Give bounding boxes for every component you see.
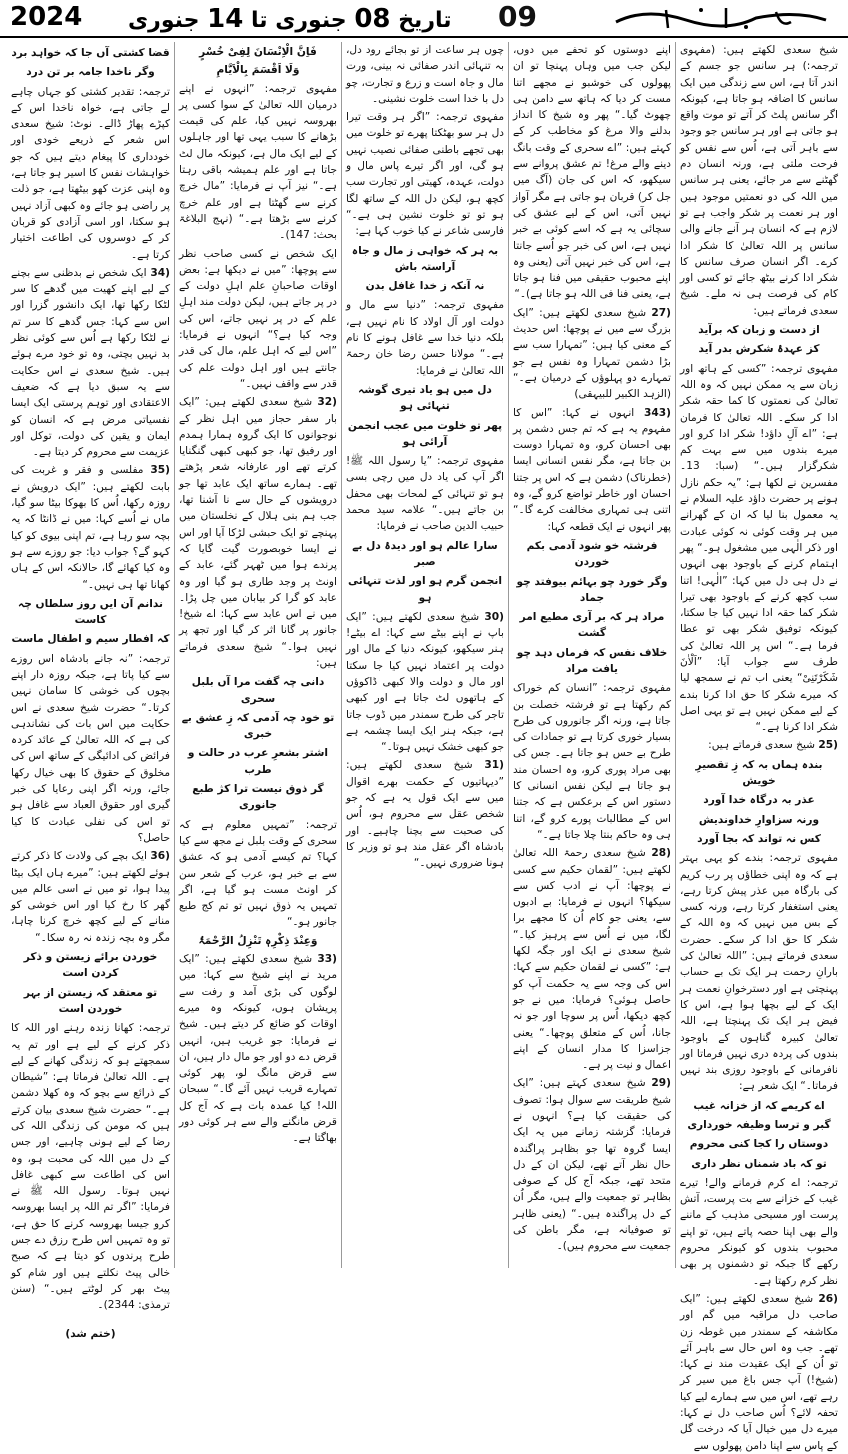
page-header bbox=[0, 0, 848, 38]
couplet-line: تو معتقد کہ زیستن از بہر خوردن است bbox=[23, 986, 158, 1015]
numbered-item bbox=[346, 609, 504, 756]
end-mark: (ختم شد) bbox=[65, 1327, 116, 1340]
paragraph: مفہوی ترجمہ: ”انہوں نے اپنے درمیان اللہ تعالیٰ کے سوا کسی پر بھروسہ نہیں کیا، علم کی قیمت بڑھانے کا سبب یہی تھا اور جاہلوں کے لیے ایک مال ہے، کیونکہ مال لٹ جاتا ہے اور علم ہمیشہ باقی رہتا ہے۔“ نیز آپ نے فرمایا: ”مال خرچ کرنے سے گھٹتا ہے اور علم خرچ کرنے سے بڑھتا ہے۔“ (نہج البلاغۃ بحث: 147)۔ bbox=[179, 82, 337, 242]
numbered-item bbox=[513, 405, 671, 535]
column-4 bbox=[174, 42, 341, 1268]
paragraph: مفہوی ترجمہ: بندے کو یہی بہتر ہے کہ وہ اپنی خطاؤں پر رب کریم کی بارگاہ میں عذر پیش کرتا رہے، یعنی استغفار کرتا رہے، ورنہ کسی کے بس میں نہیں کہ وہ اللہ کے شکر کا حق ادا کر سکے۔ حضرت سعدی فرماتے ہیں: ”اللہ تعالیٰ کی بارانِ رحمت ہر ایک تک بے حساب پہنچتی ہے اور دسترخوانِ نعمت ہر ایک کے لیے بچھا ہوا ہے، اس کا فیض ہر ایک تک پہنچتا ہے، اللہ تعالیٰ کبیرہ گناہوں کے باوجود بندوں کی پردہ دری نہیں فرماتا اور نافرمانی کے باوجود روزی بند نہیں فرماتا۔“ ایک شعر ہے: bbox=[680, 852, 838, 1093]
couplet-line: پھر تو خلوت میں عجب انجمن آرائی ہو bbox=[347, 419, 503, 448]
couplet-line: اے کریمے کہ از خزانہ غیب bbox=[693, 1099, 825, 1112]
to-day: 14 bbox=[207, 4, 244, 34]
item-text: شیخ سعدی لکھتے ہیں: ”ایک صاحب دل مراقبہ میں گم اور مکاشفہ کے سمندر میں غوطہ زن تھے۔ جب وہ اس حال سے باہر آئے تو اُن کے ایک عقیدت مند نے کہا: (شیخ!) آپ جس باغ میں سیر کر رہے تھے، اس میں سے ہمارے لیے کیا تحفہ لائے؟ اُس صاحب دل نے کہا: میرے دل میں خیال آیا کہ درخت گل کے پاس سے اپنا دامن پھولوں سے bbox=[680, 1292, 838, 1452]
item-text: انہوں نے کہا: ”اس کا مفہوم یہ ہے کہ تم جس دشمن پر بھی احسان کرو، وہ تمہارا دوست بن جاتا ہے، مگر نفس انسانی ایسا (خطرناک) دشمن ہے کہ اس پر جتنا احسان اور خاطر تواضع کرو گے، وہ اتنی ہی تمہاری مخالفت کرے گا۔“ پھر انہوں نے ایک قطعہ کہا: bbox=[513, 406, 671, 533]
column-5 bbox=[7, 42, 174, 1340]
numbered-item bbox=[513, 1075, 671, 1254]
couplet-line: کز عہدۂ شکرش بدر آید bbox=[698, 343, 820, 356]
item-number: (28 bbox=[651, 847, 671, 860]
paragraph: ایک شخص نے کسی صاحب نظر سے پوچھا: ”میں نے دیکھا ہے: بعض اوقات صاحبانِ علم اہلِ دولت کے در پر جاتے ہیں، لیکن دولت مند اہلِ علم کے در پر نہیں جاتے، اس کی وجہ کیا ہے؟“ انہوں نے فرمایا: ”اس لیے کہ اہل علم، مال کی قدر جانتے ہیں اور اہل دولت علم کی قدر سے واقف نہیں۔“ bbox=[179, 247, 337, 390]
numbered-item bbox=[179, 951, 337, 1147]
couplet-line: اشتر بشعرِ عرب در حالت و طرب bbox=[187, 747, 329, 776]
paragraph: ترجمہ: تقدیر کشتی کو جہاں چاہے لے جاتی ہے، خواہ ناخدا اس کے کپڑے پھاڑ ڈالے۔ نوٹ: شیخ سعدی اس شعر کے ذریعے خودی اور خودداری کا پیغام دیتے ہیں کہ جو خواہشات نفس کا اسیر ہو جاتا ہے، وہ اپنی عزت کھو بیٹھتا ہے، جو ذلت پر راضی ہو جائے وہ کبھی آزاد نہیں ہو سکتا، اور اسی آزادی کو قربان کر کے دوسروں کی اطاعت اختیار کرتا ہے۔ bbox=[11, 85, 170, 261]
couplet-line: مراد ہر کہ بر آری مطیع امر گشت bbox=[519, 611, 665, 640]
couplet-line: تو خود چہ آدمی کہ زِ عشق بے خبری bbox=[181, 711, 335, 741]
couplet-line: خلاف نفس کہ فرماں دہد چو یافت مراد bbox=[516, 646, 668, 675]
paragraph: چوں ہر ساعت از تو بجائے رود دل، بہ تنہائی اندر صفائی نہ بینی، ورت مال و جاہ است و زرع و تجارت، چو دل با خدا است خلوت نشینی۔ bbox=[346, 44, 504, 105]
paragraph: ترجمہ: کھانا زندہ رہنے اور اللہ کا ذکر کرنے کے لیے ہے اور تم یہ سمجھتے ہو کہ زندگی کھانے کے لیے ہے۔ اللہ تعالیٰ فرماتا ہے: ”شیطان کے ذرائع سے بچو کہ وہ کھلا دشمن ہے۔“ حضرت شیخ سعدی بیان کرتے ہیں کہ مومن کی زندگی اللہ کی رضا کے لیے ہونی چاہیے، اور جس کے دل میں اللہ کی محبت ہو، وہ اس کی اطاعت سے کبھی غافل نہیں ہوتا۔ رسول اللہ ﷺ نے فرمایا: ”اگر تم اللہ پر ایسا بھروسہ کرو جیسا بھروسہ کرنے کا حق ہے، تو وہ تمہیں اس طرح رزق دے جس طرح پرندوں کو دیتا ہے کہ صبح خالی پیٹ نکلتے ہیں اور شام کو پیٹ بھر کر لوٹتے ہیں۔“ (سنن ترمذی: 2344)۔ bbox=[11, 1022, 170, 1312]
numbered-item bbox=[11, 265, 170, 461]
item-text: شیخ سعدی لکھتے ہیں: ”ایک باپ نے اپنے بیٹے سے کہا: اے بیٹے! ہنر سیکھو، کیونکہ دنیا کے مال اور دولت پر اعتماد نہیں کیا جا سکتا اور مال و دولت والا کبھی ڈاکوؤں کے ہاتھوں لٹ جاتا ہے اور کبھی تاجر کی طرح سمندر میں ڈوب جاتا ہے، جبکہ ہنر ایک ایسا چشمہ ہے جو کبھی خشک نہیں ہوتا۔“ bbox=[346, 610, 504, 754]
from-day: 08 bbox=[354, 4, 391, 34]
item-text: شیخ سعدی لکھتے ہیں: ”ایک مرید نے اپنے شیخ سے کہا: میں لوگوں کی بڑی آمد و رفت سے پریشان ہوں، کیونکہ وہ میرے اوقات کو ضائع کر دیتے ہیں۔ شیخ نے فرمایا: جو غریب ہیں، انہیں قرض دے دو اور جو مال دار ہیں، ان سے قرض مانگ لو، پھر کوئی تمہارے قریب نہیں آئے گا۔“ سبحان اللہ! کیا عمدہ بات ہے کہ آج کل قرض مانگنے والے سے ہر کوئی دور بھاگتا ہے۔ bbox=[179, 953, 337, 1145]
column-1 bbox=[675, 42, 842, 1452]
numbered-item bbox=[680, 1291, 838, 1454]
item-text: مفلسی و فقر و غربت کی بابت لکھتے ہیں: ”ایک درویش نے روزہ رکھا، اُس کا بھوکا بیٹا سو گیا، ماں نے اُسے کہا: میں نے ڈانٹا کہ یہ بچہ سو رہا ہے، تم اپنی بیوی کو کیا کہو گے؟ جواب دیا: جو روزے سے ہو وہ کیا کھائے گا، حالانکہ اس کے ہاں کھانا تھا ہی نہیں۔“ bbox=[11, 464, 170, 591]
couplet-line: از دست و زبان کہ برآید bbox=[698, 324, 820, 337]
numbered-item bbox=[680, 737, 838, 753]
numbered-item bbox=[179, 394, 337, 671]
paragraph: اپنے دوستوں کو تحفے میں دوں، لیکن جب میں وہاں پہنچا تو ان پھولوں کی خوشبو نے مجھے اتنا مست کر دیا کہ ہاتھ سے دامن ہی چھوٹ گیا۔“ پھر وہ شیخ کا انداز بدلنے والا مرغ کو مخاطب کر کے کہتے ہیں: ”اے سحری کے وقت بانگ دینے والے مرغ! تم عشق پروانے سے سیکھو، کہ اس کی جان (آگ میں جل کر) قربان ہو جاتی ہے مگر آواز نہیں آتی، اس کے لیے عشق کی سچائی یہ ہے کہ اسے کوئی بے خبر نہیں ہے، اس کی خبر جو اُسے جانتا ہے، اس کی خبر نہیں آتی (یعنی وہ اپنے محبوب حقیقی میں فنا ہو جاتا ہے، یعنی فنا فی اللہ ہو جاتا ہے)۔“ bbox=[513, 44, 671, 301]
quran-verse: وَلَا اَقْسَمَ بِالْاَیَّامِ bbox=[216, 64, 300, 77]
paragraph: مفہوی ترجمہ: ”یا رسول اللہ ﷺ! اگر آپ کی یاد دل میں رچی بسی ہو تو تنہائی کے لمحات بھی محفل بن جاتے ہیں۔“ علامہ سید محمد حبیب الدین صاحب نے فرمایا: bbox=[346, 455, 504, 533]
item-number: (27 bbox=[651, 306, 671, 319]
column-2 bbox=[508, 42, 675, 1268]
item-text: شیخ سعدی رحمۃ اللہ تعالیٰ لکھتے ہیں: ”لقمان حکیم سے کسی نے پوچھا: آپ نے ادب کس سے سیکھا؟ انہوں نے فرمایا: بے ادبوں سے، یعنی جو کام اُن کا مجھے برا لگا، میں نے اُس سے پرہیز کیا۔“ شیخ سعدی نے ایک اور جگہ لکھا ہے: ”کسی نے لقمان حکیم سے کہا: اس کی وجہ سے یہ حکمت آپ کو حاصل ہوئی؟ فرمایا: میں نے جو کچھ دیکھا، اُس پر سوچا اور جو نہ جانا، اُس کے متعلق پوچھا۔“ یعنی جزاسزا کا مدار انسان کے اپنے اعمال و نیت پر ہے۔ bbox=[513, 847, 671, 1072]
to-word: تا bbox=[251, 8, 268, 33]
paragraph: شیخ سعدی لکھتے ہیں: (مفہوی ترجمہ:) ہر سانس جو جسم کے اندر آتا ہے، اس سے زندگی میں ایک سانس کا اضافہ ہو جاتا ہے، کیونکہ اگر سانس پلٹ کر آتے تو موت واقع ہو جاتی ہے اور ہر سانس جو وجود سے باہر آتی ہے، اُس سے نفس کو فرحت ملتی ہے، ورنہ انسان دم گھٹنے سے مر جائے، یعنی ہر سانس میں اللہ کی دو نعمتیں موجود ہیں اور ہر نعمت پر شکر واجب ہے تو لازم ہے کہ انسان ہر آنے جانے والی سانس پر اللہ تعالیٰ کا شکر ادا کرے۔ اگر انسان صرف سانس کا شکر ادا کرنے بیٹھ جائے تو کسی اور کام کی فرصت ہی نہ ملے۔ شیخ سعدی فرماتے ہیں: bbox=[680, 44, 838, 317]
couplet-line: تو کہ باد شمناں نظر داری bbox=[691, 1157, 827, 1170]
couplet-line: گبر و ترسا وظیفہ خورداری bbox=[687, 1119, 831, 1131]
couplet-line: نہ آنکہ ز خدا غافل بدن bbox=[365, 280, 485, 293]
item-number: (36 bbox=[150, 850, 170, 863]
quran-verse: وَعِنْدَ ذِکْرِہٖ تَنْزِلُ الرَّحْمَۃُ bbox=[198, 934, 318, 947]
couplet-line: وگر خورد چو بہائم بیوفتد چو جماد bbox=[516, 575, 668, 604]
item-number: (34 bbox=[150, 266, 170, 279]
couplet-line: ندانم آن ایں روز سلطاں چہ کاست bbox=[18, 597, 163, 627]
masthead-logo bbox=[606, 2, 836, 32]
page-number: 09 bbox=[498, 0, 537, 33]
numbered-item bbox=[513, 845, 671, 1073]
couplet-line: دوستاں را کجا کنی محروم bbox=[689, 1138, 829, 1151]
item-number: (33 bbox=[317, 953, 337, 966]
item-text: شیخ سعدی لکھتے ہیں: ”ایک بار سفر حجاز میں اہل نظر کے نوجوانوں کا ایک گروہ ہمارا ہمدم اور رفیق تھا، جو کبھی کبھی گنگنایا کرتے تھے اور عارفانہ شعر پڑھتے تھے۔ ہمارے ساتھ ایک عابد تھا جو درویشوں کے حال سے نا آشنا تھا، جب ہم بنی ہلال کے نخلستان میں پہنچے تو ایک حبشی لڑکا آیا اور اس نے ایسا خوبصورت گیت گایا کہ پرندے ہوا میں ٹھہر گئے، عابد کے اونٹ پر وجد طاری ہو گیا اور وہ عابد کو گرا کر بیابان میں چل پڑا۔ میں نے اس عابد سے کہا: اے شیخ! جانور پر گانا اثر کر گیا اور تجھ پر نہیں ہوا۔“ شیخ سعدی فرماتے ہیں: bbox=[179, 396, 337, 669]
couplet-line: کس نہ تواند کہ بجا آورد bbox=[697, 832, 821, 845]
item-number: (25 bbox=[818, 739, 838, 752]
item-number: (35 bbox=[150, 464, 170, 477]
item-number: (30 bbox=[484, 610, 504, 623]
header-date bbox=[128, 4, 452, 34]
couplet-line: قضا کشتی آں جا کہ خواہد برد bbox=[11, 47, 170, 59]
paragraph: مفہوی ترجمہ: ”اگر ہر وقت تیرا دل ہر سو بھٹکتا پھرے تو خلوت میں بھی تجھے باطنی صفائی نصیب نہیں ہو گی، اور اگر تیرے پاس مال و دولت، عہدہ، کھیتی اور تجارت سب کچھ ہو، لیکن دل اللہ کے ساتھ لگا ہو تو تو خلوت نشین ہی ہے۔“ فارسی شاعر نے کیا خوب کہا ہے: bbox=[346, 111, 504, 238]
paragraph: ترجمہ: اے کرم فرمانے والے! تیرے غیب کے خزانے سے بت پرست، آتش پرست اور مسیحی مذہب کے ماننے والے بھی اپنا حصہ پاتے ہیں، تو اپنے محبوب بندوں کو کیونکر محروم رکھے گا جبکہ تو دشمنوں پر بھی نظر کرم رکھتا ہے۔ bbox=[680, 1176, 838, 1287]
couplet-line: بہ ہر کہ خواہی ز مال و جاہ آراستہ باش bbox=[351, 244, 499, 273]
article-columns bbox=[6, 42, 842, 1452]
numbered-item bbox=[513, 305, 671, 403]
couplet-line: عذر بہ درگاہ خدا آورد bbox=[703, 794, 815, 807]
quran-verse: فَاِنَّ الْاِنْسَانَ لِفِیْ خُسْرٍ bbox=[199, 46, 317, 58]
couplet-line: دل میں ہو یاد تیری گوشہ تنہائی ہو bbox=[358, 383, 492, 413]
couplet-line: خوردن برائے زیستن و ذکر کردن است bbox=[23, 951, 158, 980]
item-text: ایک شخص نے بدظنی سے بچنے کے لیے اپنے کھیت میں گدھے کا سر لٹکا رکھا تھا، ایک دانشور گزرا اور اس سے کہا: جس گدھے کا سر تم نے لٹکا رکھا ہے اُس سے کوئی نظر بد نہیں بچتی، وہ تو خود مرے ہوئے ہیں۔ شیخ سعدی نے اس حکایت سے یہ سبق دیا ہے کہ ضعیف الاعتقادی اور توہم پرستی ایک ایسا نفسیاتی مرض ہے کہ انسان کو ایمان و یقین کی دولت، توکل اور عزیمت سے محروم کر دیتا ہے۔ bbox=[11, 266, 170, 459]
column-3 bbox=[341, 42, 508, 1268]
couplet-line: دانی چہ گفت مرا آں بلبل سحری bbox=[191, 676, 325, 705]
to-month: جنوری bbox=[128, 8, 200, 33]
couplet-line: انجمن گرم ہو اور لذت تنہائی ہو bbox=[348, 575, 502, 604]
couplet-line: سارا عالم ہو اور دیدۂ دل بے صبر bbox=[352, 539, 498, 568]
numbered-item bbox=[11, 848, 170, 946]
couplet-line: فرشتہ خو شود آدمی بکم خوردن bbox=[526, 539, 658, 569]
couplet-line: ورنہ سزاوارِ خداوندیش bbox=[698, 813, 820, 826]
item-text: شیخ سعدی لکھتے ہیں: ”ایک بزرگ سے میں نے پوچھا: اس حدیث کے معنی کیا ہیں: ”تمہارا سب سے بڑا دشمن تمہارا وہ نفس ہے جو تمہارے دو پہلوؤں کے درمیان ہے۔“ (الزہد الکبیر للبیہقی) bbox=[513, 306, 671, 401]
item-number: (32 bbox=[317, 396, 337, 409]
couplet-line: بندہ ہماں بہ کہ زِ تقصیرِ خویش bbox=[695, 758, 823, 788]
numbered-item bbox=[11, 462, 170, 592]
couplet-line: وگر ناخدا جامہ بر تن درد bbox=[26, 66, 155, 79]
from-month: جنوری bbox=[275, 8, 347, 33]
item-number: (29 bbox=[651, 1077, 671, 1090]
paragraph: ترجمہ: ”نہ جانے بادشاہ اس روزے سے کیا پاتا ہے، جبکہ روزہ دار اپنے بچوں کی خوشی کا سامان نہیں کرتا۔“ حضرت شیخ سعدی نے اس حکایت میں اس بات کی نشاندہی کی ہے کہ اللہ تعالیٰ کے عائد کردہ فرائض کی ادائیگی کے ساتھ اس کی مخلوق کے حقوق کا بھی خیال رکھا جائے، ورنہ اگر اپنی رعایا کی خبر گیری اور حقوق العباد سے غافل ہو تو اس کی نفلی عبادت کا کیا حاصل؟ bbox=[11, 652, 170, 844]
item-text: شیخ سعدی فرماتے ہیں: bbox=[708, 739, 816, 752]
item-number: (26 bbox=[818, 1292, 838, 1305]
paragraph: مفہوی ترجمہ: ”کسی کے ہاتھ اور زبان سے یہ ممکن نہیں کہ وہ اللہ تعالیٰ کی نعمتوں کا کما حقہ شکر ادا کر سکے۔ اللہ تعالیٰ کا فرمان ہے: ”اے آلِ داؤد! شکر ادا کرو اور میرے بندوں میں سے بہت کم شکرگزار ہیں۔“ (سبا: 13۔ مفسرین نے لکھا ہے: ”یہ حکم نازل ہونے پر حضرت داؤد علیہ السلام نے یہ معمول بنا لیا کہ ان کے گھرانے میں ہر وقت کوئی نہ کوئی عبادت اور ذکر الٰہی میں مشغول ہو۔“ پھر اہتمام کرنے کے باوجود بھی انہوں نے دل ہی دل میں کہا: ”الٰہی! اتنا سب کچھ کرنے کے باوجود بھی تیرا شکر کما حقہ ادا نہیں کیا جا سکتا، کیونکہ توفیق شکر بھی تو عطا فرما ہے۔“ اس پر اللہ تعالیٰ کی طرف سے جواب آیا: ”اَلْاٰنَ شَکَرْتَنِیْ“ یعنی اب تم نے سمجھ لیا کہ میرے شکر کا حق ادا کرنا بندے کے لیے ممکن نہیں ہے تو یہی اصل شکر ادا کرنا ہے۔“ bbox=[680, 362, 838, 734]
paragraph: مفہوی ترجمہ: ”انسان کم خوراک کم رکھتا ہے تو فرشتہ خصلت بن جاتا ہے، ورنہ اگر جانوروں کی طرح بسیار خوری کرتا ہے تو جمادات کی طرح بے حس ہو جاتا ہے۔ جس کی بھی مراد پوری کرو، وہ احسان مند ہو جاتا ہے لیکن نفس انسانی کا دستور اس کے برعکس ہے کہ جتنا اس کے مطالبات پورے کرو گے، اتنا ہی وہ حاکم بنتا چلا جاتا ہے۔“ bbox=[513, 682, 671, 841]
couplet-line: گر ذوق نیست ترا کژ طبع جانوری bbox=[192, 783, 324, 812]
item-text: ایک بچے کی ولادت کا ذکر کرتے ہوئے لکھتے ہیں: ”میرے ہاں ایک بیٹا پیدا ہوا، تو میں نے اسی عالم میں گھر کا رخ کیا اور اس خوشی کو منانے کے لیے کچھ خرچ کرنا چاہا، مگر وہ بچہ زندہ نہ رہ سکا۔“ bbox=[11, 850, 170, 944]
couplet-line: کہ افطار سیم و اطفال ماست bbox=[11, 633, 170, 646]
header-year: 2024 bbox=[10, 2, 83, 32]
paragraph: ترجمہ: ”تمہیں معلوم ہے کہ سحری کے وقت بلبل نے مجھ سے کیا کہا؟ تم کیسے آدمی ہو کہ عشق سے بے خبر ہو، عرب کے شعر سن کر اونٹ مست ہو گیا ہے، اگر تمہیں یہ ذوق نہیں تو تم کج طبع جانور ہو۔“ bbox=[179, 818, 337, 929]
item-text: شیخ سعدی کہتے ہیں: ”ایک شیخ طریقت سے سوال ہوا: تصوف کی حقیقت کیا ہے؟ انہوں نے فرمایا: گزشتہ زمانے میں یہ ایک ایسا گروہ تھا جو بظاہر پراگندہ حال نظر آتے تھے، لیکن ان کے دل متحد تھے، جبکہ آج کل کے صوفی بظاہر تو جمعیت والے ہیں، مگر اُن کے دل پراگندہ ہیں۔“ (یعنی ظاہر تو صوفیانہ ہے، مگر باطن کی جمعیت سے محروم ہیں)۔ bbox=[513, 1077, 671, 1253]
paragraph: مفہوی ترجمہ: ”دنیا سے مال و دولت اور آل اولاد کا نام نہیں ہے، بلکہ دنیا خدا سے غافل ہونے کا نام ہے۔“ مولانا حسن رضا خان رحمۃ اللہ تعالیٰ نے فرمایا: bbox=[346, 299, 504, 377]
item-number: (343 bbox=[644, 406, 671, 419]
item-text: شیخ سعدی لکھتے ہیں: ”دیہاتیوں کے حکمت بھرے اقوال میں سے ایک قول یہ ہے کہ جو شخص عقل سے محروم ہو، اُس کی صحبت سے بچنا چاہیے۔ اور بادشاہ اگر عقل مند ہو تو وزیر کا ہونا ضروری نہیں۔“ bbox=[346, 759, 504, 870]
numbered-item bbox=[346, 757, 504, 871]
date-label: تاریخ bbox=[398, 8, 452, 33]
item-number: (31 bbox=[484, 759, 504, 772]
